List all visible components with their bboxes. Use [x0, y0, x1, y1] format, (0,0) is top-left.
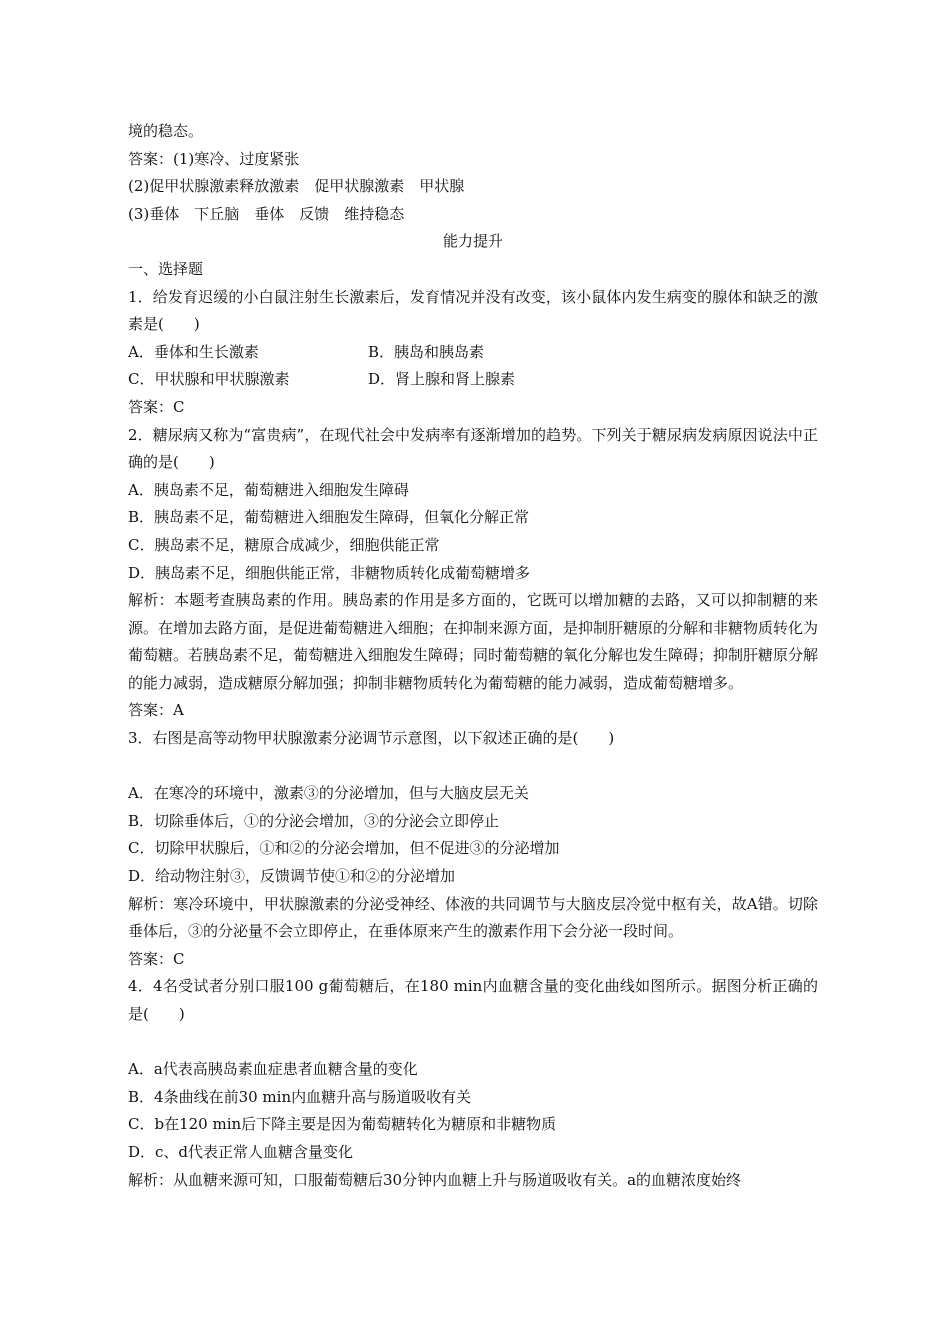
q3-option-c: C．切除甲状腺后，①和②的分泌会增加，但不促进③的分泌增加	[128, 839, 560, 858]
q2-option-d: D．胰岛素不足，细胞供能正常，非糖物质转化成葡萄糖增多	[128, 563, 531, 582]
q2-option-a: A．胰岛素不足，葡萄糖进入细胞发生障碍	[128, 480, 409, 499]
figure-placeholder-gap	[128, 1029, 818, 1057]
question-4	[128, 973, 818, 1194]
section-heading: 一、选择题	[128, 259, 204, 278]
figure-placeholder-gap	[128, 753, 818, 781]
question-1-options-row-1	[128, 339, 818, 367]
section-title: 能力提升	[442, 232, 503, 251]
q3-option-d: D．给动物注射③，反馈调节使①和②的分泌增加	[128, 867, 456, 886]
question-4-analysis: 解析：从血糖来源可知，口服葡萄糖后30分钟内血糖上升与肠道吸收有关。a的血糖浓度始终	[128, 1170, 742, 1189]
q3-option-a: A．在寒冷的环境中，激素③的分泌增加，但与大脑皮层无关	[128, 784, 529, 803]
q4-option-c: C．b在120 min后下降主要是因为葡萄糖转化为糖原和非糖物质	[128, 1115, 557, 1134]
q2-option-b: B．胰岛素不足，葡萄糖进入细胞发生障碍，但氧化分解正常	[128, 508, 530, 527]
intro-end-text: 境的稳态。	[128, 122, 204, 140]
question-3-answer: 答案：C	[128, 949, 185, 968]
question-2	[128, 422, 818, 726]
question-2-answer: 答案：A	[128, 701, 184, 720]
question-3-analysis: 解析：寒冷环境中，甲状腺激素的分泌受神经、体液的共同调节与大脑皮层冷觉中枢有关，故A错。切除垂体后，③的分泌量不会立即停止，在垂体原来产生的激素作用下会分泌一段时间。	[128, 894, 818, 941]
answer-line-1: 答案：(1)寒冷、过度紧张	[128, 149, 300, 168]
q3-option-b: B．切除垂体后，①的分泌会增加，③的分泌会立即停止	[128, 811, 500, 830]
question-1-answer: 答案：C	[128, 397, 185, 416]
q1-option-d: D．肾上腺和肾上腺素	[368, 370, 516, 389]
q1-option-b: B．胰岛和胰岛素	[368, 342, 485, 361]
document-body	[128, 118, 818, 1194]
q2-option-c: C．胰岛素不足，糖原合成减少，细胞供能正常	[128, 535, 440, 554]
q4-option-d: D．c、d代表正常人血糖含量变化	[128, 1142, 354, 1161]
question-2-stem: 2．糖尿病又称为“富贵病”，在现代社会中发病率有逐渐增加的趋势。下列关于糖尿病发病原因说法中正确的是( )	[128, 425, 818, 472]
question-3-stem: 3．右图是高等动物甲状腺激素分泌调节示意图，以下叙述正确的是( )	[128, 729, 615, 748]
q4-option-b: B．4条曲线在前30 min内血糖升高与肠道吸收有关	[128, 1087, 472, 1106]
question-1-options-row-2	[128, 366, 818, 394]
question-3	[128, 725, 818, 973]
answer-line-2: (2)促甲状腺激素释放激素 促甲状腺激素 甲状腺	[128, 177, 465, 196]
q1-option-a: A．垂体和生长激素	[128, 342, 259, 361]
q4-option-a: A．a代表高胰岛素血症患者血糖含量的变化	[128, 1060, 418, 1079]
question-2-analysis: 解析：本题考查胰岛素的作用。胰岛素的作用是多方面的，它既可以增加糖的去路，又可以抑制糖的来源。在增加去路方面，是促进葡萄糖进入细胞；在抑制来源方面，是抑制肝糖原的分解和非糖物质转化为葡萄糖。若胰岛素不足，葡萄糖进入细胞发生障碍；同时葡萄糖的氧化分解也发生障碍；抑制肝糖原分解的能力减弱，造成糖原分解加强；抑制非糖物质转化为葡萄糖的能力减弱，造成葡萄糖增多。	[128, 591, 819, 692]
question-1-stem: 1．给发育迟缓的小白鼠注射生长激素后，发育情况并没有改变，该小鼠体内发生病变的腺体和缺乏的激素是( )	[128, 287, 818, 334]
question-4-stem: 4．4名受试者分别口服100 g葡萄糖后，在180 min内血糖含量的变化曲线如图所示。据图分析正确的是( )	[128, 977, 818, 1023]
answer-line-3: (3)垂体 下丘脑 垂体 反馈 维持稳态	[128, 204, 405, 223]
question-1	[128, 284, 818, 422]
q1-option-c: C．甲状腺和甲状腺激素	[128, 370, 290, 389]
